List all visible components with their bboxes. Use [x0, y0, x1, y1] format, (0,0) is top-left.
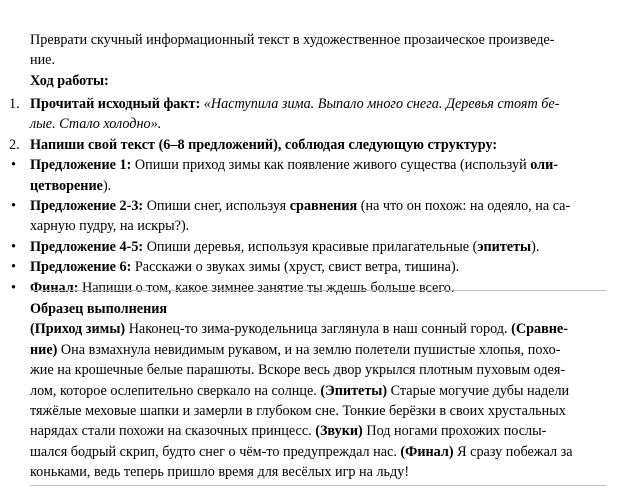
bullet-icon: • [11, 198, 16, 215]
step-number: 2. [9, 136, 20, 153]
item-term-cont: цетворение [30, 177, 103, 194]
section-divider [30, 290, 606, 291]
sample-text: коньками, ведь теперь пришло время для весёлых игр на льду! [30, 464, 410, 481]
bullet-icon: • [11, 259, 16, 276]
source-fact-cont: лые. Стало холодно». [30, 116, 162, 133]
sample-tag: (Сравне- [511, 321, 568, 338]
item-text: Опиши снег, используя [143, 198, 290, 215]
section-divider [30, 485, 606, 486]
item-text-end: ). [102, 177, 112, 194]
step-2 [0, 135, 607, 155]
sample-text: Я сразу побежал за [453, 443, 573, 460]
sample-tag: ние) [30, 341, 58, 358]
sample-line [30, 360, 610, 380]
item-label: Предложение 2-3: [30, 198, 144, 215]
intro-text-line-1: Преврати скучный информационный текст в художественное прозаическое произведе- [30, 32, 555, 48]
instruction-list [0, 94, 631, 298]
item-term: сравнения [289, 198, 358, 215]
sample-line [30, 340, 610, 360]
sample-text: Старые могучие дубы надели [387, 382, 570, 399]
sample-text: шался бодрый скрип, будто снег о чём-то предупреждал нас. [30, 443, 401, 460]
item-label: Предложение 6: [30, 259, 132, 276]
item-text-end: ). [531, 238, 540, 255]
sample-text: жие на крошечные белые парашюты. Вскоре весь двор укрылся плотным пуховым одея- [30, 362, 566, 379]
structure-item-4 [0, 257, 607, 277]
item-text: Опиши приход зимы как появление живого существа (используй [131, 157, 531, 174]
sample-text: Под ногами прохожих послы- [362, 423, 547, 440]
bullet-icon: • [11, 279, 16, 296]
step-label: Напиши свой текст (6–8 предложений), соблюдая следующую структуру: [30, 136, 498, 153]
structure-item-3 [0, 237, 607, 257]
sample-text: Наконец-то зима-рукодельница заглянула в наш сонный город. [125, 321, 512, 338]
sample-text: нарядах стали похожи на сказочных принцесс. [30, 423, 316, 440]
item-text: Опиши деревья, используя красивые прилагательные ( [143, 238, 478, 255]
sample-line [30, 462, 610, 482]
sample-heading: Образец выполнения [30, 301, 168, 317]
task-intro [30, 30, 605, 91]
sample-line [30, 319, 610, 339]
sample-line [30, 381, 610, 401]
sample-text: тяжёлые меховые шапки и замерли в глубоком сне. Тонкие берёзки в своих хрустальных [30, 403, 566, 420]
item-term: эпитеты [477, 238, 532, 255]
structure-item-2 [0, 196, 607, 237]
sample-line [30, 401, 610, 421]
sample-text: Она взмахнула невидимым рукавом, и на землю полетели пушистые хлопья, похо- [57, 341, 561, 358]
sample-line [30, 442, 610, 462]
sample-tag: (Финал) [400, 443, 454, 460]
step-number: 1. [9, 96, 20, 112]
item-text: Напиши о том, какое зимнее занятие ты ждешь больше всего. [78, 279, 455, 296]
bullet-icon: • [11, 238, 16, 255]
step-label: Прочитай исходный факт: [30, 96, 201, 112]
structure-item-5 [0, 278, 607, 298]
item-label: Финал: [30, 279, 79, 296]
item-text: Расскажи о звуках зимы (хруст, свист ветра, тишина). [131, 259, 460, 276]
source-fact: «Наступила зима. Выпало много снега. Деревья стоят бе- [200, 96, 560, 112]
item-label: Предложение 4-5: [30, 238, 144, 255]
step-1 [0, 94, 607, 135]
bullet-icon: • [11, 157, 16, 174]
item-term: оли- [530, 157, 558, 174]
structure-item-1 [0, 155, 607, 196]
sample-tag: (Эпитеты) [320, 382, 388, 399]
work-heading: Ход работы: [30, 72, 109, 89]
sample-line [30, 421, 610, 441]
item-text-mid: (на что он похож: на одеяло, на са- [357, 198, 571, 215]
sample-tag: (Звуки) [315, 423, 363, 440]
item-text-end: харную пудру, на искры?). [30, 218, 190, 235]
intro-text-line-2: ние. [30, 52, 56, 69]
sample-text: лом, которое ослепительно сверкало на солнце. [30, 382, 321, 399]
sample-answer [30, 299, 610, 483]
item-label: Предложение 1: [30, 157, 132, 174]
sample-tag: (Приход зимы) [30, 321, 126, 338]
